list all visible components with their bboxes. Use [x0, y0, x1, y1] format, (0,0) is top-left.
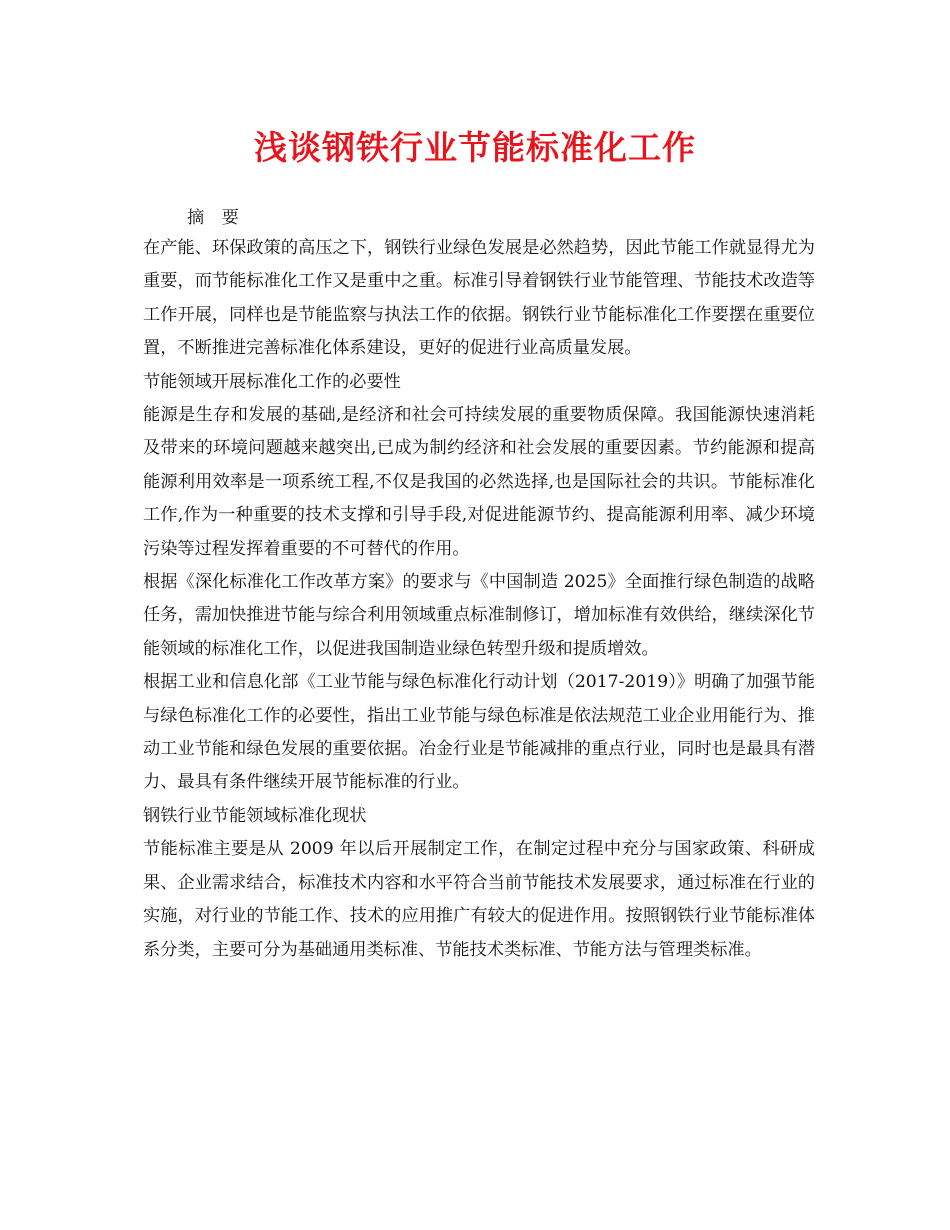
- document-title: 浅谈钢铁行业节能标准化工作: [254, 128, 696, 167]
- abstract-label: 摘 要: [187, 208, 245, 228]
- document-body: [143, 204, 815, 967]
- section-heading-status: 钢铁行业节能领域标准化现状: [143, 805, 367, 826]
- paragraph: 根据《深化标准化工作改革方案》的要求与《中国制造 2025》全面推行绿色制造的战略任务，需加快推进节能与综合利用领域重点标准制修订，增加标准有效供给，继续深化节能领域的标准化工作，以促进我国制造业绿色转型升级和提质增效。: [143, 572, 815, 659]
- paragraph: 能源是生存和发展的基础,是经济和社会可持续发展的重要物质保障。我国能源快速消耗及带来的环境问题越来越突出,已成为制约经济和社会发展的重要因素。节约能源和提高能源利用效率是一项系统工程,不仅是我国的必然选择,也是国际社会的共识。节能标准化工作,作为一种重要的技术支撑和引导手段,对促进能源节约、提高能源利用率、减少环境污染等过程发挥着重要的不可替代的作用。: [143, 405, 815, 559]
- paragraph: 节能标准主要是从 2009 年以后开展制定工作，在制定过程中充分与国家政策、科研成果、企业需求结合，标准技术内容和水平符合当前节能技术发展要求，通过标准在行业的实施，对行业的节能工作、技术的应用推广有较大的促进作用。按照钢铁行业节能标准体系分类，主要可分为基础通用类标准、节能技术类标准、节能方法与管理类标准。: [143, 839, 815, 960]
- section-heading-necessity: 节能领域开展标准化工作的必要性: [143, 371, 401, 392]
- abstract-paragraph: 在产能、环保政策的高压之下，钢铁行业绿色发展是必然趋势，因此节能工作就显得尤为重要，而节能标准化工作又是重中之重。标准引导着钢铁行业节能管理、节能技术改造等工作开展，同样也是节能监察与执法工作的依据。钢铁行业节能标准化工作要摆在重要位置，不断推进完善标准化体系建设，更好的促进行业高质量发展。: [143, 238, 815, 359]
- paragraph: 根据工业和信息化部《工业节能与绿色标准化行动计划（2017-2019）》明确了加强节能与绿色标准化工作的必要性，指出工业节能与绿色标准是依法规范工业企业用能行为、推动工业节能和绿色发展的重要依据。冶金行业是节能减排的重点行业，同时也是最具有潜力、最具有条件继续开展节能标准的行业。: [143, 672, 815, 793]
